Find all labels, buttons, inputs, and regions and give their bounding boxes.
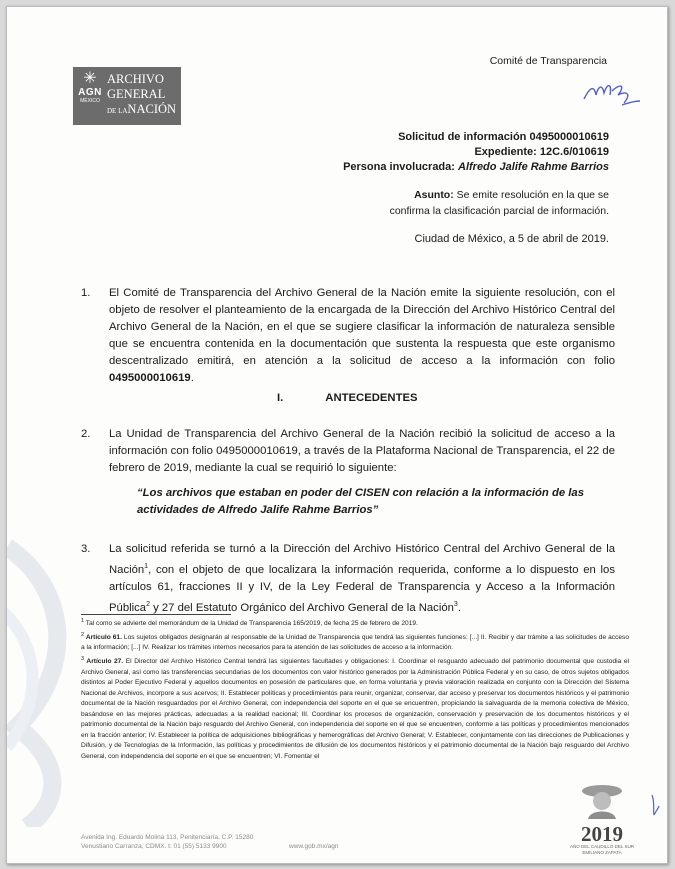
logo-agn: AGN bbox=[78, 87, 102, 98]
footer-address-2: Venustiano Carranza, CDMX. t: 01 (55) 5133 9900 bbox=[81, 843, 227, 850]
footnote-3-number: 3 bbox=[81, 655, 85, 662]
year-caption-1: AÑO DEL CAUDILLO DEL SUR bbox=[570, 844, 634, 849]
logo-name bbox=[107, 72, 176, 119]
page-footer bbox=[81, 833, 339, 851]
logo-line-3-small: DE LA bbox=[107, 107, 128, 115]
logo-line-3: NACIÓN bbox=[127, 102, 177, 116]
handwritten-initial-mark bbox=[649, 793, 661, 817]
footnote-3-article: Artículo 27. bbox=[84, 658, 124, 666]
paragraph-1-text: El Comité de Transparencia del Archivo General de la Nación emite la siguiente resolución, con el objeto de resolver el planteamiento de la encargada de la Dirección del Archivo Histórico Central del Archivo General de la Nación, en el que se sugiere clasificar la información de naturaleza sensible que se encuentra contenida en la documentación que sustenta la respuesta que este organismo descentralizado emitirá, en atención a la solicitud de acceso a la información con folio bbox=[109, 287, 615, 367]
year-text: 2019 bbox=[581, 822, 623, 846]
subject-text: Se emite resolución en la que se confirma la clasificación parcial de información. bbox=[389, 189, 609, 217]
zapata-portrait-icon bbox=[580, 781, 624, 819]
section-title: ANTECEDENTES bbox=[325, 392, 418, 404]
footnote-2-text: Los sujetos obligados designarán al responsable de la Unidad de Transparencia que tendrá las siguientes funciones: [...] II. Recibir y dar trámite a las solicitudes de acceso a la información; [...] IV. Realizar los trámites internos necesarios para la atención de las solicitudes de acceso a la información. bbox=[81, 633, 630, 652]
zapata-year-logo bbox=[567, 781, 637, 856]
paragraph-number: 1. bbox=[81, 287, 91, 299]
paragraph-2 bbox=[81, 426, 615, 477]
folio-number: 0495000010619 bbox=[109, 372, 191, 384]
paragraph-3-text-c: y 27 del Estatuto Orgánico del Archivo General de la Nación bbox=[149, 601, 454, 614]
paragraph-3 bbox=[81, 541, 615, 617]
footnote-divider bbox=[81, 614, 231, 615]
committee-title: Comité de Transparencia bbox=[489, 55, 607, 67]
document-date: Ciudad de México, a 5 de abril de 2019. bbox=[414, 233, 609, 245]
paragraph-1 bbox=[81, 285, 615, 387]
footer-website: www.gob.mx/agn bbox=[289, 843, 339, 850]
paragraph-3-text-d: . bbox=[457, 601, 461, 614]
document-page bbox=[6, 6, 668, 864]
paragraph-3-text-b: , con el objeto de que localizara la información requerida, conforme a lo dispuesto en los artículos 61, fracciones II y IV, de la Ley Federal de Transparencia y Acceso a la Información Pública bbox=[109, 563, 615, 614]
footnote-2-article: Artículo 61. bbox=[84, 633, 122, 641]
paragraph-1-end: . bbox=[190, 372, 194, 384]
file-number: Expediente: 12C.6/010619 bbox=[474, 146, 609, 158]
footnote-2 bbox=[81, 630, 629, 654]
footnote-2-number: 2 bbox=[81, 631, 85, 638]
paragraph-2-text: La Unidad de Transparencia del Archivo General de la Nación recibió la solicitud de acceso a la información con folio 0495000010619, a través de la Plataforma Nacional de Transparencia, el 22 de febrero de 2019, mediante la cual se requirió lo siguiente: bbox=[109, 428, 615, 474]
agn-logo bbox=[73, 67, 181, 125]
logo-line-1: ARCHIVO bbox=[107, 72, 164, 86]
footnote-1 bbox=[81, 616, 629, 630]
request-quote: “Los archivos que estaban en poder del CISEN con relación a la información de las actividades de Alfredo Jalife Rahme Barrios” bbox=[137, 487, 584, 516]
footer-address-1: Avenida Ing. Eduardo Molina 113, Penitenciaría, C.P. 15280 bbox=[81, 834, 254, 841]
year-caption-2: EMILIANO ZAPATA bbox=[582, 850, 622, 855]
handwritten-signature bbox=[582, 77, 642, 111]
involved-person-name: Alfredo Jalife Rahme Barrios bbox=[458, 161, 609, 173]
subject-label: Asunto: bbox=[414, 189, 454, 201]
footnote-3-text: El Director del Archivo Histórico Central tendrá las siguientes facultades y obligaciones: I. Coordinar el resguardo adecuado del patrimonio documental que custodia el Archivo General, así como las transferencias secundarias de los documentos con valor histórico generados por la Administración Pública Federal y en su caso, de otros sujetos obligados distintos al Poder Ejecutivo Federal y aquellos documentos en posesión de particulares que, en forma voluntaria y previa valoración realizada en conjunto con la Dirección del Sistema Nacional de Archivos, incorpore a sus acervos; II. Establecer políticas y procedimientos para reunir, organizar, conservar, dar acceso y preservar los documentos históricos y el patrimonio documental de la Nación resguardados por el Archivo General, con independencia del soporte en el que se encuentren, propiciando la salvaguarda de la memoria colectiva de México, basándose en las mejores prácticas, adecuadas a la realidad nacional; III. Coordinar los procesos de organización, conservación y preservación de los documentos históricos y el patrimonio documental de la Nación bajo resguardo del Archivo General, con independencia del soporte en el que se encuentren, conforme a las políticas y procedimientos mencionados en la fracción anterior; IV. Establecer la política de adquisiciones bibliográficas y hemerográficas del Archivo General; V. Establecer, conjuntamente con las direcciones de Publicaciones y Difusión, y de Tecnologías de la Información, las políticas y procedimientos de difusión de los documentos históricos y el patrimonio documental de la Nación bajo resguardo del Archivo General, con independencia del soporte en el que se encuentren; VI. Fomentar el bbox=[81, 658, 630, 760]
footnote-ref-1: 1 bbox=[144, 563, 149, 570]
involved-person bbox=[343, 161, 609, 173]
footnote-3 bbox=[81, 654, 629, 762]
asterisk-emblem-icon: ✳ bbox=[83, 70, 97, 87]
section-heading bbox=[277, 392, 418, 404]
paragraph-number: 2. bbox=[81, 428, 91, 440]
footnote-1-number: 1 bbox=[81, 618, 85, 624]
logo-line-2: GENERAL bbox=[107, 87, 166, 101]
section-roman: I. bbox=[277, 392, 284, 404]
footnote-ref-2: 2 bbox=[146, 600, 150, 608]
agn-emblem bbox=[77, 71, 103, 104]
subject-block bbox=[389, 187, 609, 219]
paragraph-3-text-a: La solicitud referida se turnó a la Dirección del Archivo Histórico Central del Archivo General de la Nación bbox=[109, 543, 615, 576]
paragraph-number: 3. bbox=[81, 543, 91, 555]
footnote-1-text: Tal como se advierte del memorándum de la Unidad de Transparencia 165/2019, de fecha 25 de febrero de 2019. bbox=[84, 620, 418, 628]
logo-mexico: MÉXICO bbox=[80, 98, 100, 104]
footnote-ref-3: 3 bbox=[453, 600, 458, 608]
request-number: Solicitud de información 0495000010619 bbox=[398, 131, 609, 143]
involved-person-label: Persona involucrada: bbox=[343, 161, 458, 173]
footnotes bbox=[81, 616, 629, 762]
